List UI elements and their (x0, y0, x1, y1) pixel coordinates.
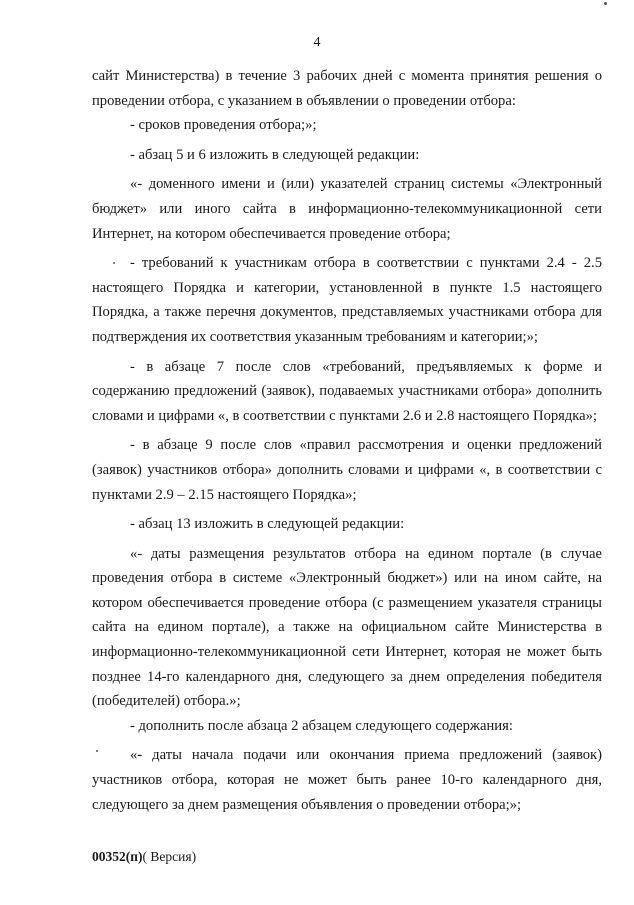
scan-speck (96, 750, 98, 752)
paragraph-add-after-2: - дополнить после абзаца 2 абзацем следующего содержания: (130, 717, 513, 734)
paragraph-results-dates: «- даты размещения результатов отбора на едином портале (в случае проведения отбора в системе «Электронный бюджет») или на ином сайте, на котором обеспечивается проведение отбора (с размещением указателя страницы сайта на едином портале), а также на официальном сайте Министерства в информационно-телекоммуникационной сети Интернет, которая не может быть позднее 14-го календарного дня, следующего за днем определения победителя (победителей) отбора.»; (92, 545, 602, 710)
page-number: 4 (313, 35, 321, 50)
paragraph-amend-7: - в абзаце 7 после слов «требований, предъявляемых к форме и содержанию предложений (заявок), подаваемых участниками отбора» дополнить словами и цифрами «, в соответствии с пунктами 2.6 и 2.8 настоящего Порядка»; (92, 358, 602, 424)
paragraph-domain-name: «- доменного имени и (или) указателей страниц системы «Электронный бюджет» или иного сайта в информационно-телекоммуникационной сети Интернет, на котором обеспечивается проведение отбора; (92, 176, 602, 242)
document-code: 00352(п) (92, 849, 143, 864)
paragraph-amend-13: - абзац 13 изложить в следующей редакции: (130, 516, 405, 533)
paragraph-requirements: - требований к участникам отбора в соответствии с пунктами 2.4 - 2.5 настоящего Порядка и категории, установленной в пункте 1.5 настоящего Порядка, а также перечня документов, представляемых участниками отбора для подтверждения их соответствия указанным требованиям и категории;»; (92, 255, 602, 345)
document-footer (92, 848, 196, 866)
document-body (92, 64, 602, 817)
document-version: ( Версия) (142, 849, 197, 864)
paragraph-amend-5-6: - абзац 5 и 6 изложить в следующей редакции: (130, 146, 420, 163)
paragraph-deadlines: - сроков проведения отбора;»; (130, 117, 317, 134)
scan-speck (604, 2, 607, 5)
paragraph-continuation: сайт Министерства) в течение 3 рабочих дней с момента принятия решения о проведении отбора, с указанием в объявлении о проведении отбора: (92, 68, 602, 109)
scan-speck (113, 262, 115, 264)
paragraph-submission-dates: «- даты начала подачи или окончания приема предложений (заявок) участников отбора, которая не может быть ранее 10-го календарного дня, следующего за днем размещения объявления о проведении отбора;»; (92, 747, 602, 813)
paragraph-amend-9: - в абзаце 9 после слов «правил рассмотрения и оценки предложений (заявок) участников отбора» дополнить словами и цифрами «, в соответствии с пунктами 2.9 – 2.15 настоящего Порядка»; (92, 437, 602, 503)
